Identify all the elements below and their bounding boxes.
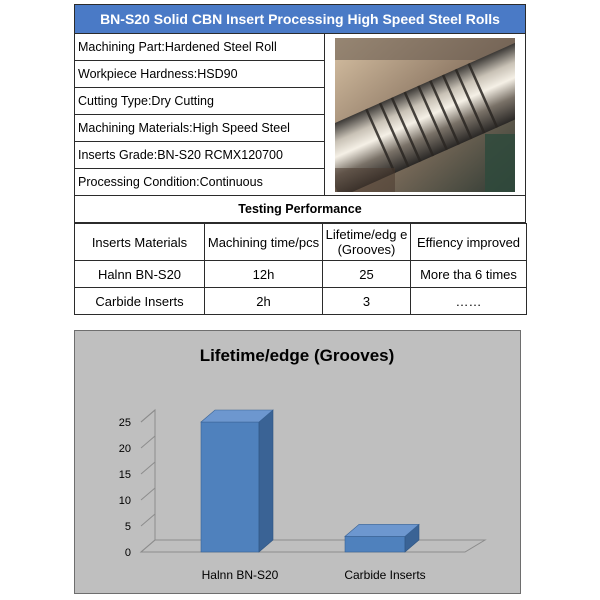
header-machining-time: Machining time/pcs <box>205 224 323 261</box>
spec-inserts-grade: Inserts Grade:BN-S20 RCMX120700 <box>75 142 324 169</box>
lifetime-chart <box>74 330 521 594</box>
chart-title: Lifetime/edge (Grooves) <box>199 346 395 365</box>
header-lifetime-edge: Lifetime/edg e (Grooves) <box>323 224 411 261</box>
table-row <box>75 261 527 288</box>
document-title: BN-S20 Solid CBN Insert Processing High Speed Steel Rolls <box>74 4 526 34</box>
steel-roll-photo <box>335 38 515 192</box>
spec-machining-part: Machining Part:Hardened Steel Roll <box>75 34 324 61</box>
cell-machining-time: 12h <box>205 261 323 288</box>
cell-efficiency: More tha 6 times <box>411 261 527 288</box>
chart-gridline <box>141 488 155 500</box>
chart-bar <box>345 524 419 552</box>
cell-material: Halnn BN-S20 <box>75 261 205 288</box>
testing-performance-title: Testing Performance <box>74 196 526 223</box>
chart-gridline <box>141 410 155 422</box>
spec-processing-condition: Processing Condition:Continuous <box>75 169 324 196</box>
chart-gridline <box>141 514 155 526</box>
cell-material: Carbide Inserts <box>75 288 205 315</box>
chart-floor <box>141 540 485 552</box>
spec-sheet <box>74 4 526 315</box>
x-category-label: Carbide Inserts <box>344 568 426 582</box>
spec-machining-materials: Machining Materials:High Speed Steel <box>75 115 324 142</box>
photo-cell <box>325 34 525 196</box>
y-tick-label: 10 <box>118 495 131 507</box>
header-inserts-materials: Inserts Materials <box>75 224 205 261</box>
chart-gridline <box>141 436 155 448</box>
chart-bar <box>201 410 273 552</box>
header-efficiency-improved: Effiency improved <box>411 224 527 261</box>
y-tick-label: 5 <box>124 521 131 533</box>
chart-gridline <box>141 540 155 552</box>
y-tick-label: 0 <box>124 547 131 559</box>
table-header-row <box>75 224 527 261</box>
y-tick-label: 25 <box>118 417 131 429</box>
chart-gridline <box>141 462 155 474</box>
y-tick-label: 15 <box>118 469 131 481</box>
chart-canvas <box>75 331 520 593</box>
x-category-label: Halnn BN-S20 <box>201 568 279 582</box>
spec-list <box>75 34 325 196</box>
cell-lifetime: 3 <box>323 288 411 315</box>
cell-efficiency: …… <box>411 288 527 315</box>
testing-performance-table <box>74 223 527 315</box>
cell-lifetime: 25 <box>323 261 411 288</box>
spec-workpiece-hardness: Workpiece Hardness:HSD90 <box>75 61 324 88</box>
cell-machining-time: 2h <box>205 288 323 315</box>
y-tick-label: 20 <box>118 443 131 455</box>
table-row <box>75 288 527 315</box>
spec-block <box>74 34 526 196</box>
spec-cutting-type: Cutting Type:Dry Cutting <box>75 88 324 115</box>
